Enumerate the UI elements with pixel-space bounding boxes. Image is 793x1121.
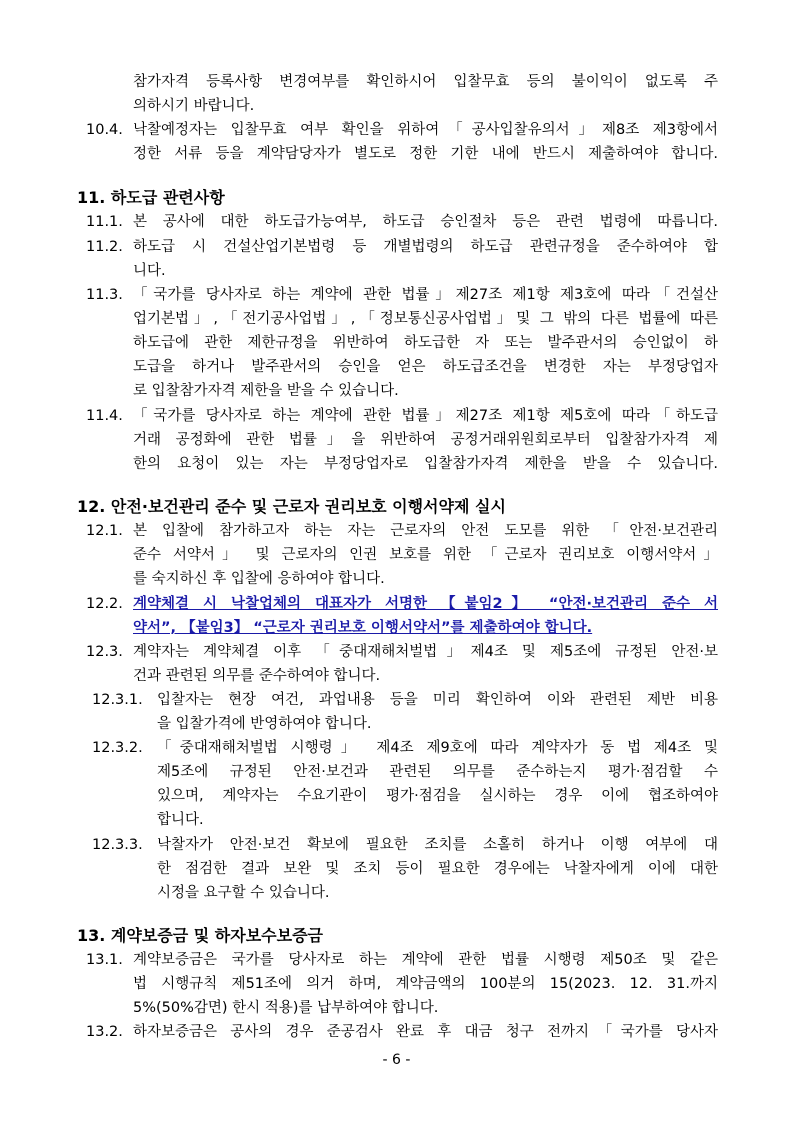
paragraph-line: 계약보증금은 국가를 당사자로 하는 계약에 관한 법률 시행령 제50조 및 같은 bbox=[133, 952, 718, 968]
paragraph-line: 준수 서약서」 및 근로자의 인권 보호를 위한 「근로자 권리보호 이행서약서」 bbox=[133, 547, 718, 563]
paragraph-line: 건과 관련된 의무를 준수하여야 합니다. bbox=[133, 668, 381, 684]
item-number: 11.4. bbox=[86, 408, 123, 424]
paragraph-line: 입찰자는 현장 여건, 과업내용 등을 미리 확인하여 이와 관련된 제반 비용 bbox=[157, 692, 718, 708]
item-number: 12.1. bbox=[86, 523, 123, 539]
paragraph-line: 본 공사에 대한 하도급가능여부, 하도급 승인절차 등은 관련 법령에 따릅니다. bbox=[133, 214, 718, 230]
paragraph-line: 있으며, 계약자는 수요기관이 평가·점검을 실시하는 경우 이에 협조하여야 bbox=[157, 788, 718, 804]
paragraph-line: 한의 요청이 있는 자는 부정당업자로 입찰참가자격 제한을 받을 수 있습니다. bbox=[133, 456, 718, 472]
emphasized-line: 약서”, 【붙임3】 “근로자 권리보호 이행서약서”를 제출하여야 합니다. bbox=[133, 620, 593, 636]
paragraph-line: 하자보증금은 공사의 경우 준공검사 완료 후 대금 청구 전까지「국가를 당사자 bbox=[133, 1024, 718, 1040]
paragraph-line: 제5조에 규정된 안전·보건과 관련된 의무를 준수하는지 평가·점검할 수 bbox=[157, 764, 718, 780]
item-number: 11.2. bbox=[86, 239, 123, 255]
section-heading: 13. 계약보증금 및 하자보수보증금 bbox=[77, 926, 323, 945]
paragraph-line: 「국가를 당사자로 하는 계약에 관한 법률」제27조 제1항 제3호에 따라「건설산 bbox=[133, 287, 718, 303]
paragraph-line: 하도급에 관한 제한규정을 위반하여 하도급한 자 또는 발주관서의 승인없이 하 bbox=[133, 335, 718, 351]
paragraph-line: 하도급 시 건설산업기본법령 등 개별법령의 하도급 관련규정을 준수하여야 합 bbox=[133, 239, 718, 255]
section-heading: 12. 안전·보건관리 준수 및 근로자 권리보호 이행서약제 실시 bbox=[77, 497, 506, 516]
item-number: 12.3.2. bbox=[92, 740, 143, 756]
paragraph-line: 업기본법」,「전기공사업법」,「정보통신공사업법」및 그 밖의 다른 법률에 따른 bbox=[133, 311, 718, 327]
paragraph-line: 니다. bbox=[133, 263, 166, 279]
item-number: 12.3. bbox=[86, 644, 123, 660]
item-number: 13.1. bbox=[86, 952, 123, 968]
paragraph-line: 합니다. bbox=[157, 812, 204, 828]
paragraph-line: 참가자격 등록사항 변경여부를 확인하시어 입찰무효 등의 불이익이 없도록 주 bbox=[133, 74, 718, 90]
emphasized-line: 계약체결 시 낙찰업체의 대표자가 서명한 【붙임2】 “안전·보건관리 준수 서 bbox=[133, 596, 718, 612]
paragraph-line: 거래 공정화에 관한 법률」을 위반하여 공정거래위원회로부터 입찰참가자격 제 bbox=[133, 432, 718, 448]
paragraph-line: 시정을 요구할 수 있습니다. bbox=[157, 885, 330, 901]
paragraph-line: 낙찰예정자는 입찰무효 여부 확인을 위하여「공사입찰유의서」제8조 제3항에서 bbox=[133, 122, 718, 138]
item-number: 12.3.1. bbox=[92, 692, 143, 708]
paragraph-line: 계약자는 계약체결 이후 「중대재해처벌법」제4조 및 제5조에 규정된 안전·보 bbox=[133, 644, 718, 660]
paragraph-line: 의하시기 바랍니다. bbox=[133, 98, 255, 114]
item-number: 12.2. bbox=[86, 596, 123, 612]
item-number: 11.3. bbox=[86, 287, 123, 303]
page-number: - 6 - bbox=[382, 1052, 411, 1068]
paragraph-line: 「국가를 당사자로 하는 계약에 관한 법률」제27조 제1항 제5호에 따라「하도급 bbox=[133, 408, 718, 424]
paragraph-line: 「중대재해처벌법 시행령」 제4조 제9호에 따라 계약자가 동 법 제4조 및 bbox=[157, 740, 718, 756]
item-number: 11.1. bbox=[86, 214, 123, 230]
paragraph-line: 로 입찰참가자격 제한을 받을 수 있습니다. bbox=[133, 383, 399, 399]
section-heading: 11. 하도급 관련사항 bbox=[77, 188, 225, 207]
paragraph-line: 본 입찰에 참가하고자 하는 자는 근로자의 안전 도모를 위한 「안전·보건관리 bbox=[133, 523, 718, 539]
paragraph-line: 를 숙지하신 후 입찰에 응하여야 합니다. bbox=[133, 571, 385, 587]
paragraph-line: 도급을 하거나 발주관서의 승인을 얻은 하도급조건을 변경한 자는 부정당업자 bbox=[133, 359, 718, 375]
paragraph-line: 낙찰자가 안전·보건 확보에 필요한 조치를 소홀히 하거나 이행 여부에 대 bbox=[157, 837, 718, 853]
paragraph-line: 한 점검한 결과 보완 및 조치 등이 필요한 경우에는 낙찰자에게 이에 대한 bbox=[157, 861, 718, 877]
paragraph-line: 정한 서류 등을 계약담당자가 별도로 정한 기한 내에 반드시 제출하여야 합니다. bbox=[133, 146, 718, 162]
paragraph-line: 5%(50%감면) 한시 적용)를 납부하여야 합니다. bbox=[133, 1000, 439, 1016]
paragraph-line: 을 입찰가격에 반영하여야 합니다. bbox=[157, 716, 372, 732]
paragraph-line: 법 시행규칙 제51조에 의거 하며, 계약금액의 100분의 15(2023. 12. 31.까지 bbox=[133, 976, 718, 992]
item-number: 12.3.3. bbox=[92, 837, 143, 853]
item-number: 10.4. bbox=[86, 122, 123, 138]
item-number: 13.2. bbox=[86, 1024, 123, 1040]
